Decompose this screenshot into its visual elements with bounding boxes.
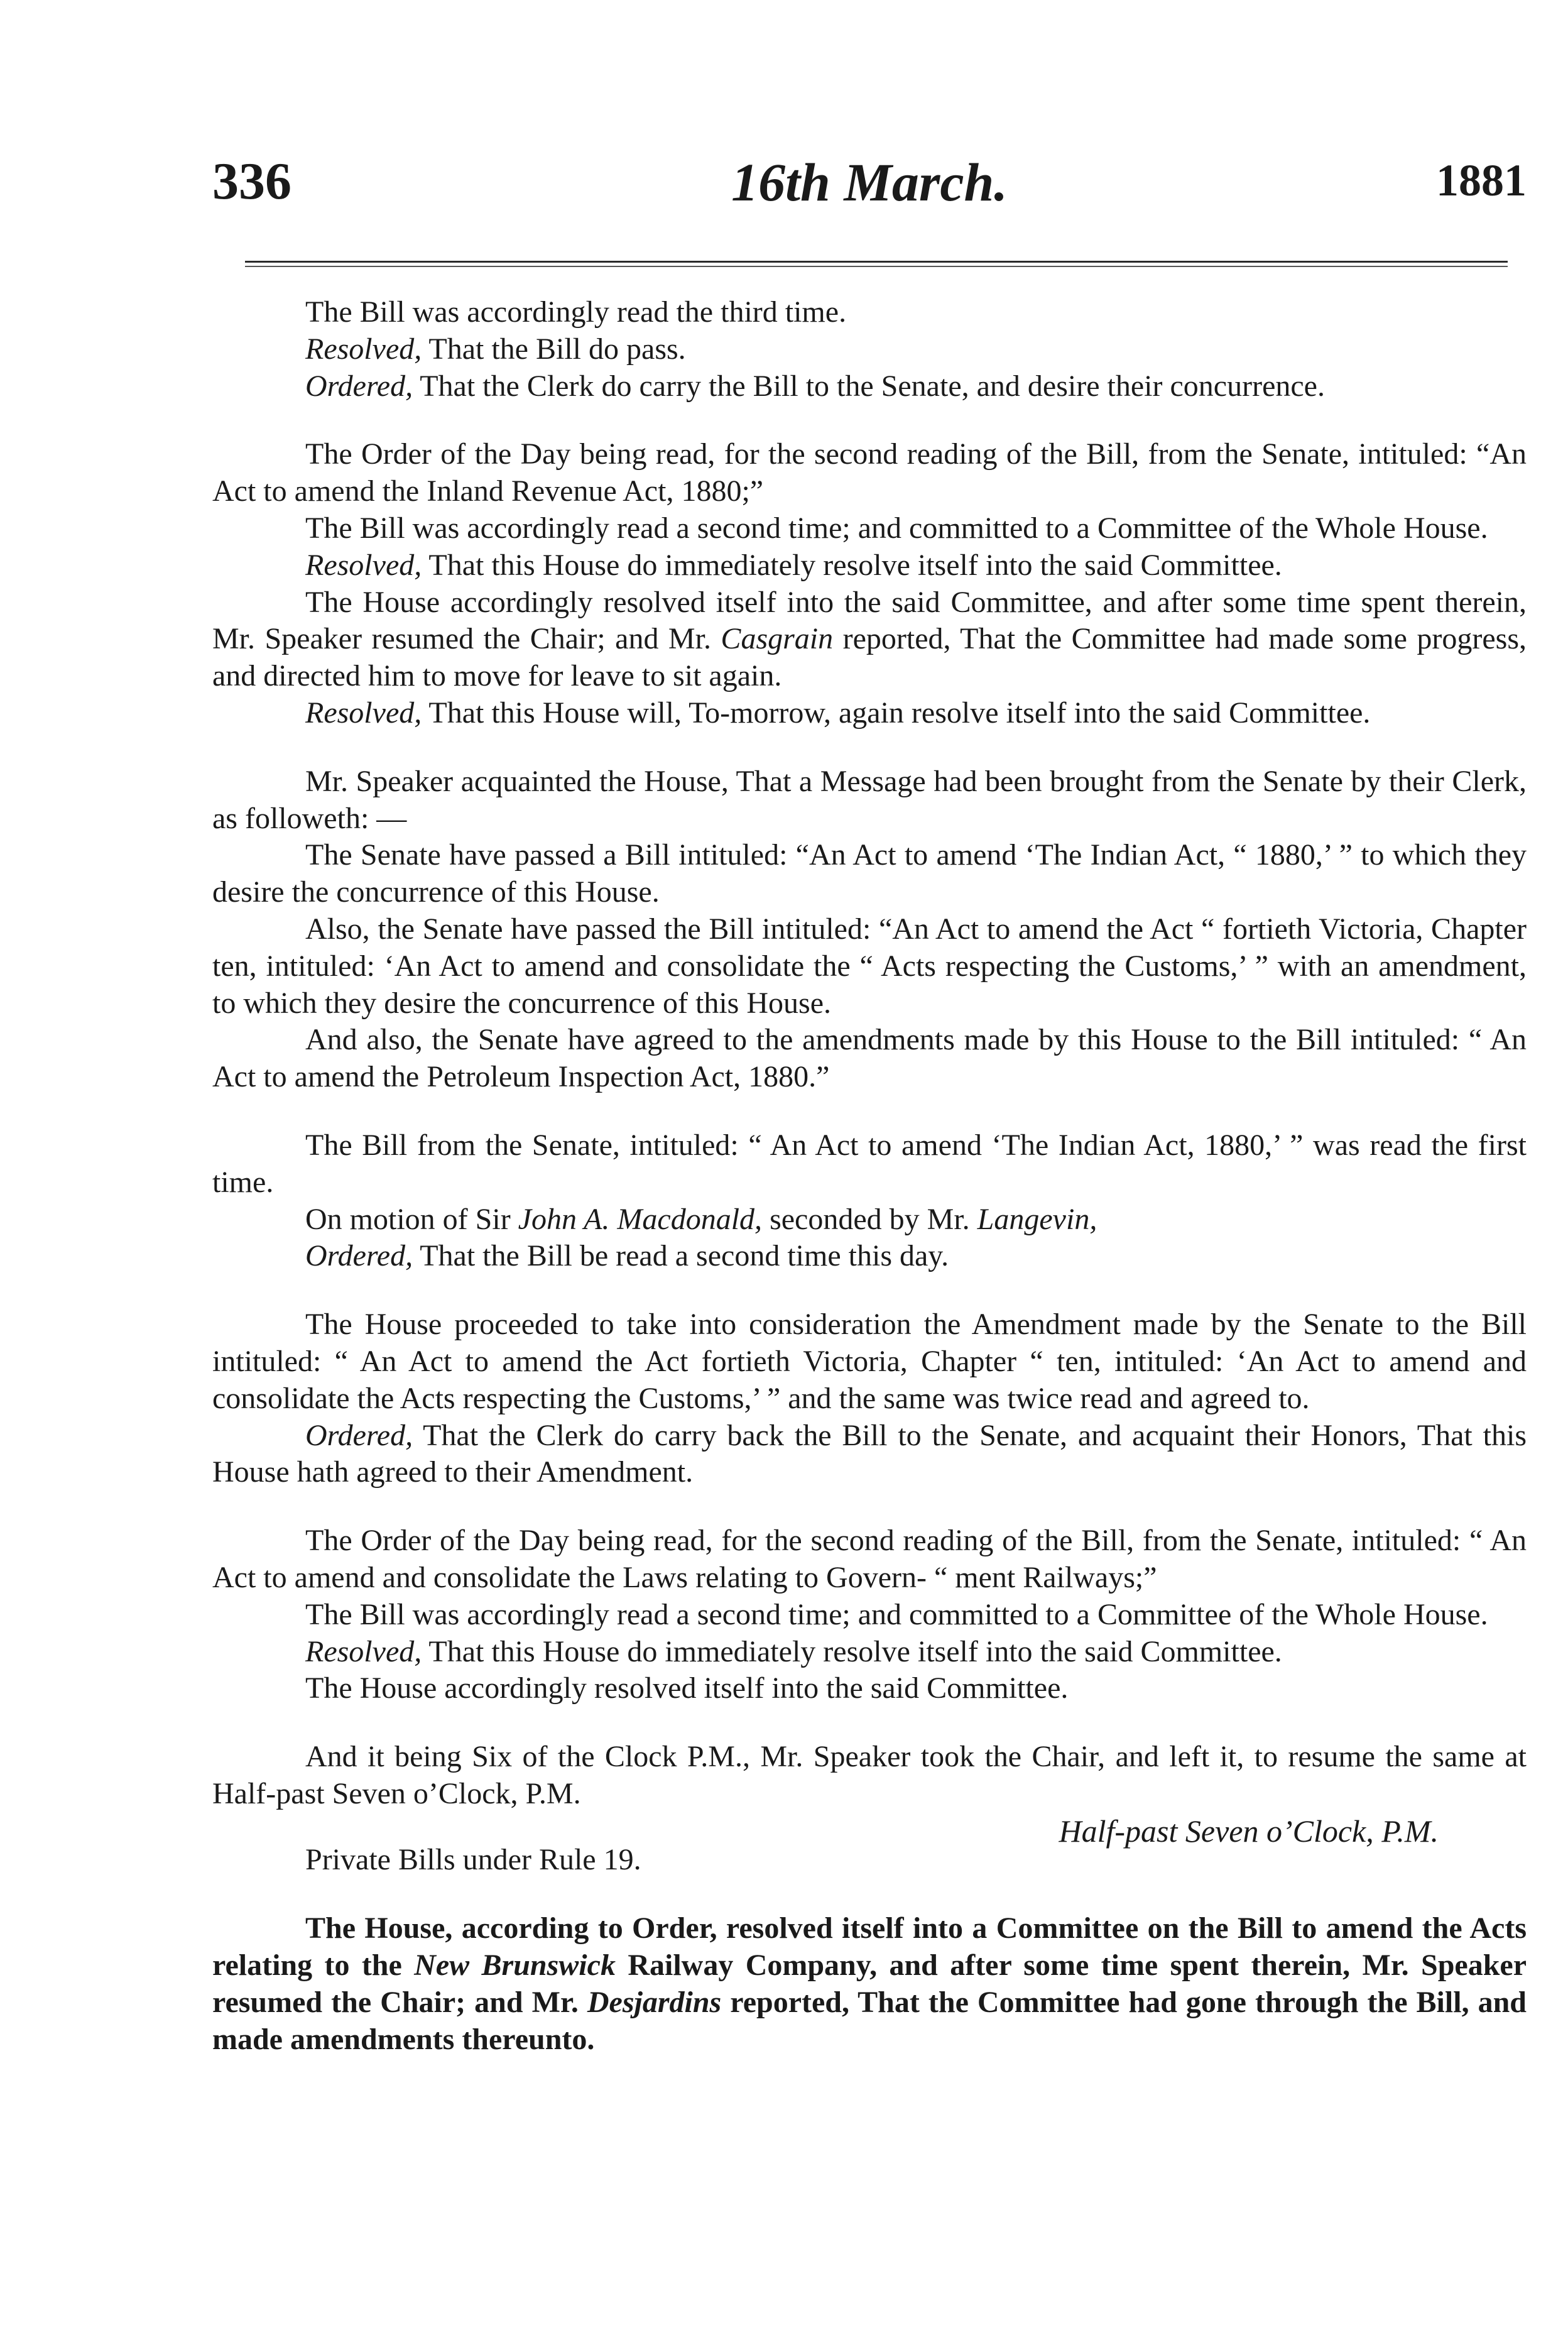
company-name: New Brunswick bbox=[414, 1949, 616, 1982]
paragraph bbox=[212, 1910, 1527, 2058]
paragraph: The Bill from the Senate, intituled: “ An Act to amend ‘The Indian Act, 1880,’ ” was read the first time. bbox=[212, 1128, 1527, 1199]
ordered-label: Ordered, bbox=[305, 369, 413, 403]
paragraph-text: reported, That the Committee had made some progress, and directed him to move for leave to sit again. bbox=[212, 622, 1527, 693]
paragraph: The Order of the Day being read, for the second reading of the Bill, from the Senate, intituled: “ An Act to amend and consolidate the Laws relating to Govern- “ ment Railways;” bbox=[212, 1524, 1527, 1594]
time-heading: Half-past Seven o’Clock, P.M. bbox=[1059, 1813, 1439, 1849]
resolved-label: Resolved, bbox=[305, 696, 422, 730]
resolved-label: Resolved, bbox=[305, 332, 422, 366]
paragraph: Mr. Speaker acquainted the House, That a Message had been brought from the Senate by their Clerk, as followeth: — bbox=[212, 764, 1527, 835]
member-name: Casgrain bbox=[721, 622, 834, 656]
member-name: Desjardins bbox=[587, 1985, 722, 2019]
page-date: 16th March. bbox=[731, 152, 1008, 212]
paragraph-text: The House, according to Order, resolved itself into a Committee on the Bill to amend the Acts relating to the bbox=[212, 1911, 1527, 1982]
paragraph bbox=[212, 1418, 1527, 1492]
paragraph: And also, the Senate have agreed to the amendments made by this House to the Bill intituled: “ An Act to amend the Petroleum Inspection Act, 1880.” bbox=[212, 1023, 1527, 1094]
paragraph-text: On motion of Sir bbox=[305, 1202, 518, 1236]
page-number: 336 bbox=[212, 152, 291, 211]
paragraph-text: That this House do immediately resolve itself into the said Committee. bbox=[422, 1634, 1282, 1668]
paragraph bbox=[212, 1201, 1527, 1239]
paragraph: The Bill was accordingly read the third time. bbox=[305, 295, 847, 329]
paragraph bbox=[212, 547, 1527, 584]
header-rule bbox=[245, 261, 1508, 263]
paragraph bbox=[212, 368, 1527, 405]
paragraph-text: That this House do immediately resolve itself into the said Committee. bbox=[422, 548, 1282, 582]
paragraph: The Bill was accordingly read a second time; and committed to a Committee of the Whole House. bbox=[305, 1597, 1488, 1631]
paragraph bbox=[212, 1238, 1527, 1275]
paragraph-text: seconded by Mr. bbox=[762, 1202, 977, 1236]
paragraph: The House accordingly resolved itself into the said Committee. bbox=[305, 1671, 1069, 1705]
paragraph-text: That the Bill be read a second time this day. bbox=[413, 1239, 949, 1273]
member-name: John A. Macdonald, bbox=[518, 1202, 763, 1236]
paragraph: The Senate have passed a Bill intituled: “An Act to amend ‘The Indian Act, “ 1880,’ ” to which they desire the concurrence of this House. bbox=[212, 838, 1527, 909]
header-rule-lower bbox=[245, 266, 1508, 267]
member-name: Langevin, bbox=[977, 1202, 1097, 1236]
ordered-label: Ordered, bbox=[305, 1418, 413, 1452]
paragraph-text: reported, That the Committee had gone through the Bill, and made amendments thereunto. bbox=[212, 1985, 1527, 2056]
paragraph: Also, the Senate have passed the Bill intituled: “An Act to amend the Act “ fortieth Victoria, Chapter ten, intituled: ‘An Act to amend and consolidate the “ Acts respecting the Customs,’ ” with an amendment, to which they desire the concurrence of this House. bbox=[212, 912, 1527, 1020]
paragraph: And it being Six of the Clock P.M., Mr. Speaker took the Chair, and left it, to resume the same at Half-past Seven o’Clock, P.M. bbox=[212, 1740, 1527, 1810]
page-header bbox=[212, 151, 1527, 226]
paragraph bbox=[212, 1634, 1527, 1671]
paragraph-text: That the Bill do pass. bbox=[422, 332, 686, 366]
paragraph-text: Railway Company, and after some time spent therein, Mr. Speaker resumed the Chair; and Mr. bbox=[212, 1949, 1527, 2019]
section-heading: Private Bills under Rule 19. bbox=[305, 1843, 641, 1877]
paragraph-text: That the Clerk do carry the Bill to the Senate, and desire their concurrence. bbox=[413, 369, 1325, 403]
page-year: 1881 bbox=[1436, 155, 1527, 205]
resolved-label: Resolved, bbox=[305, 548, 422, 582]
journal-body bbox=[212, 294, 1527, 2058]
paragraph bbox=[212, 331, 1527, 368]
paragraph-text: The House accordingly resolved itself into the said Committee, and after some time spent therein, Mr. Speaker resumed the Chair; and Mr. bbox=[212, 585, 1527, 656]
resolved-label: Resolved, bbox=[305, 1634, 422, 1668]
paragraph-text: That the Clerk do carry back the Bill to the Senate, and acquaint their Honors, That this House hath agreed to their Amendment. bbox=[212, 1418, 1527, 1489]
paragraph: The Bill was accordingly read a second time; and committed to a Committee of the Whole House. bbox=[305, 511, 1488, 545]
paragraph bbox=[212, 695, 1527, 732]
paragraph-text: That this House will, To-morrow, again resolve itself into the said Committee. bbox=[422, 696, 1371, 730]
paragraph: The House proceeded to take into consideration the Amendment made by the Senate to the Bill intituled: “ An Act to amend the Act fortieth Victoria, Chapter “ ten, intituled: ‘An Act to amend and consolidate the Acts respecting the Customs,’ ” and the same was twice read and agreed to. bbox=[212, 1308, 1527, 1415]
paragraph bbox=[212, 584, 1527, 695]
paragraph: The Order of the Day being read, for the second reading of the Bill, from the Senate, intituled: “An Act to amend the Inland Revenue Act, 1880;” bbox=[212, 437, 1527, 508]
ordered-label: Ordered, bbox=[305, 1239, 413, 1273]
